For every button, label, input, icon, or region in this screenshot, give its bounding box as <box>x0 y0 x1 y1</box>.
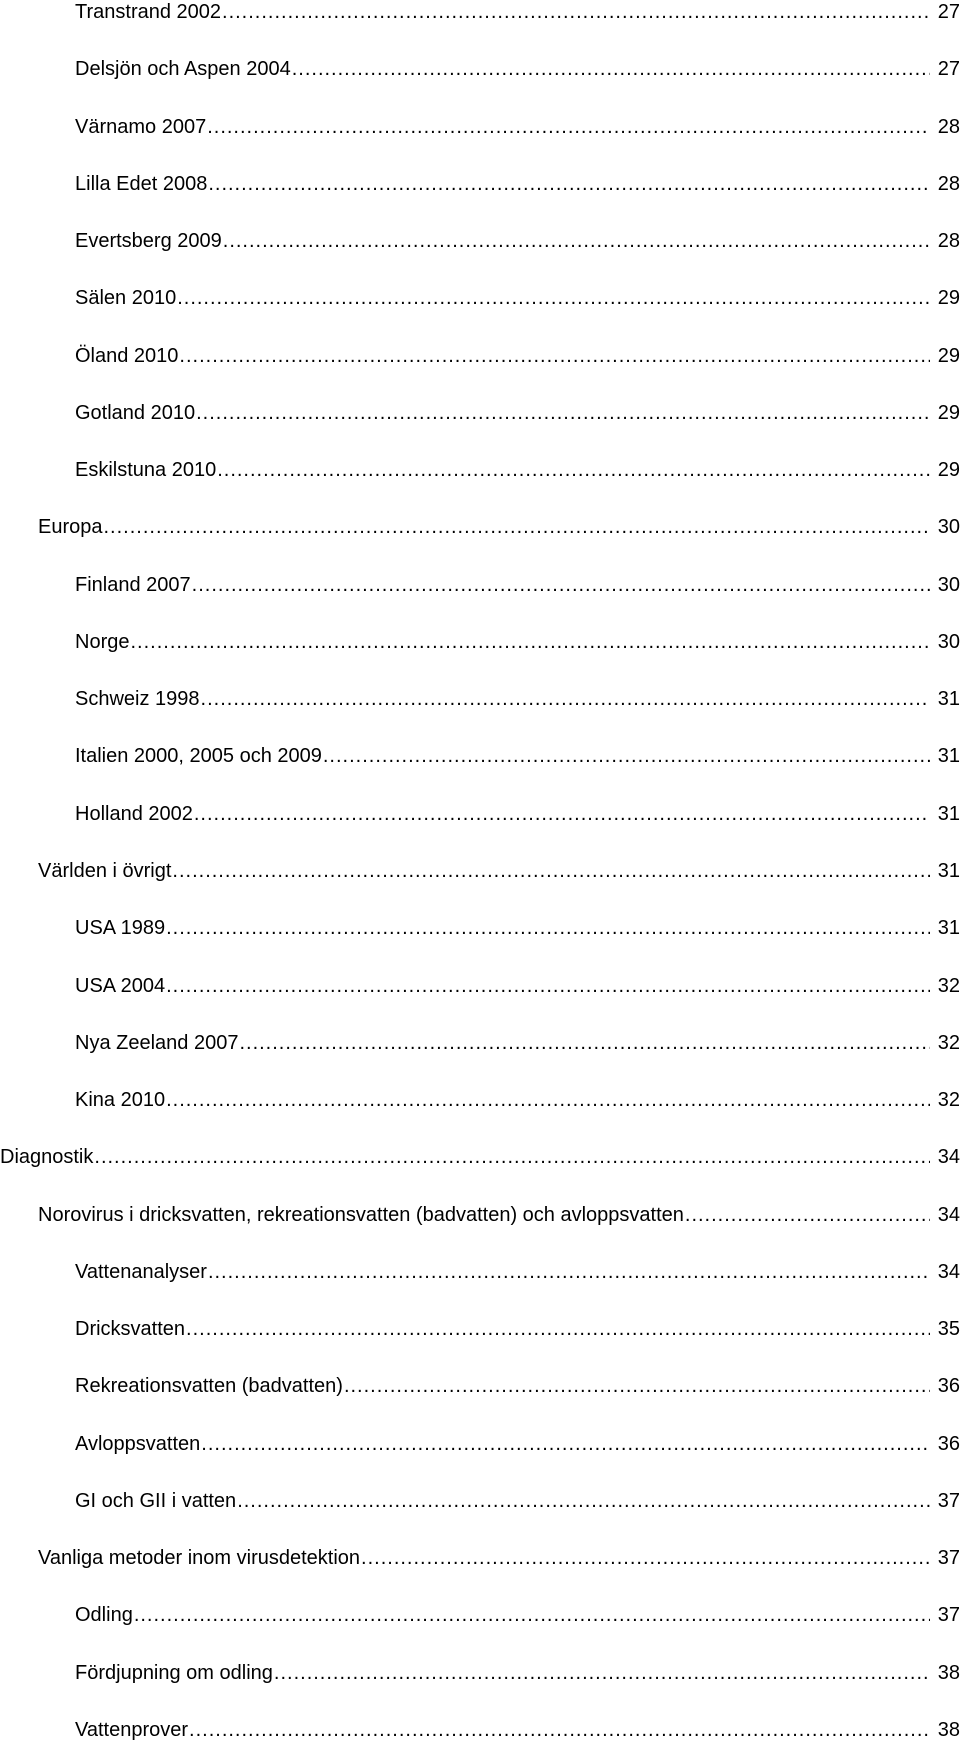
toc-page-number: 37 <box>937 1489 960 1512</box>
toc-page-number: 27 <box>937 58 960 81</box>
toc-dot-leader <box>360 1546 930 1570</box>
toc-entry-eskilstuna-2010[interactable] <box>75 452 960 482</box>
toc-entry-italien-2000-2005-och-2009[interactable] <box>75 738 960 768</box>
toc-page-number: 30 <box>937 516 960 539</box>
toc-page-number: 29 <box>937 287 960 310</box>
toc-entry-fordjupning-om-odling[interactable] <box>75 1655 960 1685</box>
toc-page-number: 31 <box>937 745 960 768</box>
toc-page-number: 32 <box>937 974 960 997</box>
toc-dot-leader <box>207 1260 930 1284</box>
toc-entry-europa[interactable] <box>38 509 960 539</box>
toc-page-number: 28 <box>937 230 960 253</box>
toc-entry-avloppsvatten[interactable] <box>75 1426 960 1456</box>
toc-entry-odling[interactable] <box>75 1597 960 1627</box>
toc-dot-leader <box>193 802 930 826</box>
toc-dot-leader <box>93 1145 930 1169</box>
toc-page-number: 31 <box>937 802 960 825</box>
toc-entry-salen-2010[interactable] <box>75 280 960 310</box>
toc-dot-leader <box>221 0 930 24</box>
toc-entry-rekreationsvatten[interactable] <box>75 1368 960 1398</box>
toc-page-number: 28 <box>937 115 960 138</box>
toc-entry-kina-2010[interactable] <box>75 1082 960 1112</box>
toc-entry-schweiz-1998[interactable] <box>75 681 960 711</box>
toc-entry-title: Finland 2007 <box>75 573 191 596</box>
toc-entry-title: Sälen 2010 <box>75 287 177 310</box>
toc-page-number: 29 <box>937 401 960 424</box>
toc-dot-leader <box>291 57 930 81</box>
toc-entry-diagnostik[interactable] <box>0 1139 960 1169</box>
toc-dot-leader <box>684 1203 930 1227</box>
toc-page-number: 36 <box>937 1375 960 1398</box>
toc-dot-leader <box>200 687 930 711</box>
toc-dot-leader <box>222 229 930 253</box>
toc-page-number: 30 <box>937 630 960 653</box>
toc-dot-leader <box>273 1661 930 1685</box>
toc-entry-evertsberg-2009[interactable] <box>75 223 960 253</box>
toc-dot-leader <box>185 1317 930 1341</box>
toc-page-number: 34 <box>937 1203 960 1226</box>
toc-page-number: 28 <box>937 172 960 195</box>
toc-page-number: 31 <box>937 860 960 882</box>
toc-entry-varlden-i-ovrigt[interactable] <box>38 853 960 883</box>
toc-entry-title: Rekreationsvatten (badvatten) <box>75 1375 343 1398</box>
toc-entry-title: Evertsberg 2009 <box>75 230 222 253</box>
toc-dot-leader <box>129 630 930 654</box>
toc-page-number: 38 <box>937 1719 960 1741</box>
toc-entry-vanliga-metoder-inom-virusdetektion[interactable] <box>38 1540 960 1570</box>
toc-page-number: 29 <box>937 344 960 367</box>
toc-page-number: 35 <box>937 1318 960 1341</box>
toc-entry-lilla-edet-2008[interactable] <box>75 166 960 196</box>
toc-page-number: 34 <box>937 1146 960 1169</box>
toc-entry-varnamo-2007[interactable] <box>75 109 960 139</box>
toc-entry-title: Lilla Edet 2008 <box>75 172 208 195</box>
toc-dot-leader <box>343 1374 930 1398</box>
toc-entry-nya-zeeland-2007[interactable] <box>75 1025 960 1055</box>
toc-entry-title: Delsjön och Aspen 2004 <box>75 58 291 81</box>
toc-entry-title: Vattenprover <box>75 1719 189 1741</box>
toc-entry-holland-2002[interactable] <box>75 796 960 826</box>
toc-dot-leader <box>165 974 930 998</box>
toc-entry-oland-2010[interactable] <box>75 338 960 368</box>
toc-entry-norovirus-i-dricksvatten[interactable] <box>38 1197 960 1227</box>
toc-page-number: 34 <box>937 1260 960 1283</box>
toc-entry-title: USA 2004 <box>75 974 166 997</box>
toc-entry-title: Schweiz 1998 <box>75 688 200 711</box>
toc-dot-leader <box>322 744 930 768</box>
toc-entry-title: Transtrand 2002 <box>75 1 222 23</box>
toc-entry-title: Vattenanalyser <box>75 1260 207 1283</box>
toc-entry-title: Norge <box>75 630 130 653</box>
toc-entry-title: Eskilstuna 2010 <box>75 459 217 482</box>
toc-entry-usa-1989[interactable] <box>75 910 960 940</box>
toc-dot-leader <box>200 1432 930 1456</box>
toc-entry-vattenprover[interactable] <box>75 1712 960 1742</box>
toc-page-number: 27 <box>937 1 960 23</box>
toc-dot-leader <box>178 344 930 368</box>
toc-entry-title: Avloppsvatten <box>75 1432 201 1455</box>
toc-entry-title: Vanliga metoder inom virusdetektion <box>38 1547 361 1570</box>
toc-entry-title: Europa <box>38 516 103 539</box>
toc-entry-title: Öland 2010 <box>75 344 179 367</box>
toc-dot-leader <box>176 286 930 310</box>
toc-page-number: 38 <box>937 1661 960 1684</box>
toc-entry-norge[interactable] <box>75 624 960 654</box>
toc-dot-leader <box>206 115 930 139</box>
toc-page-number: 37 <box>937 1604 960 1627</box>
toc-dot-leader <box>236 1489 930 1513</box>
toc-entry-transtrand-2002[interactable] <box>75 0 960 24</box>
toc-entry-title: Diagnostik <box>0 1146 94 1169</box>
toc-dot-leader <box>103 515 931 539</box>
toc-entry-title: USA 1989 <box>75 917 166 940</box>
toc-page-number: 29 <box>937 459 960 482</box>
toc-dot-leader <box>165 916 930 940</box>
toc-entry-gi-och-gii-i-vatten[interactable] <box>75 1483 960 1513</box>
toc-entry-finland-2007[interactable] <box>75 567 960 597</box>
toc-page-number: 32 <box>937 1031 960 1054</box>
toc-page-number: 31 <box>937 688 960 711</box>
toc-entry-title: GI och GII i vatten <box>75 1489 237 1512</box>
toc-page-number: 30 <box>937 573 960 596</box>
toc-entry-title: Världen i övrigt <box>38 860 172 882</box>
toc-dot-leader <box>216 458 930 482</box>
toc-entry-title: Fördjupning om odling <box>75 1661 273 1684</box>
toc-entry-title: Dricksvatten <box>75 1318 186 1341</box>
toc-entry-usa-2004[interactable] <box>75 968 960 998</box>
toc-entry-title: Norovirus i dricksvatten, rekreationsvatten (badvatten) och avloppsvatten <box>38 1203 684 1226</box>
toc-page-number: 36 <box>937 1432 960 1455</box>
toc-dot-leader <box>188 1718 930 1742</box>
toc-dot-leader <box>207 172 930 196</box>
toc-page-number: 32 <box>937 1089 960 1112</box>
toc-entry-title: Värnamo 2007 <box>75 115 207 138</box>
toc-entry-title: Nya Zeeland 2007 <box>75 1031 239 1054</box>
toc-dot-leader <box>171 859 930 883</box>
toc-page-number: 37 <box>937 1547 960 1570</box>
toc-entry-title: Holland 2002 <box>75 802 193 825</box>
toc-entry-vattenanalyser[interactable] <box>75 1254 960 1284</box>
toc-page-number: 31 <box>937 917 960 940</box>
toc-dot-leader <box>238 1031 930 1055</box>
toc-entry-title: Gotland 2010 <box>75 401 196 424</box>
toc-dot-leader <box>191 573 930 597</box>
toc-entry-gotland-2010[interactable] <box>75 395 960 425</box>
toc-entry-title: Italien 2000, 2005 och 2009 <box>75 745 322 768</box>
toc-entry-title: Kina 2010 <box>75 1089 166 1112</box>
toc-dot-leader <box>165 1088 930 1112</box>
toc-entry-title: Odling <box>75 1604 133 1627</box>
toc-entry-delsjon-och-aspen-2004[interactable] <box>75 51 960 81</box>
toc-entry-dricksvatten[interactable] <box>75 1311 960 1341</box>
toc-dot-leader <box>195 401 930 425</box>
toc-dot-leader <box>133 1603 930 1627</box>
